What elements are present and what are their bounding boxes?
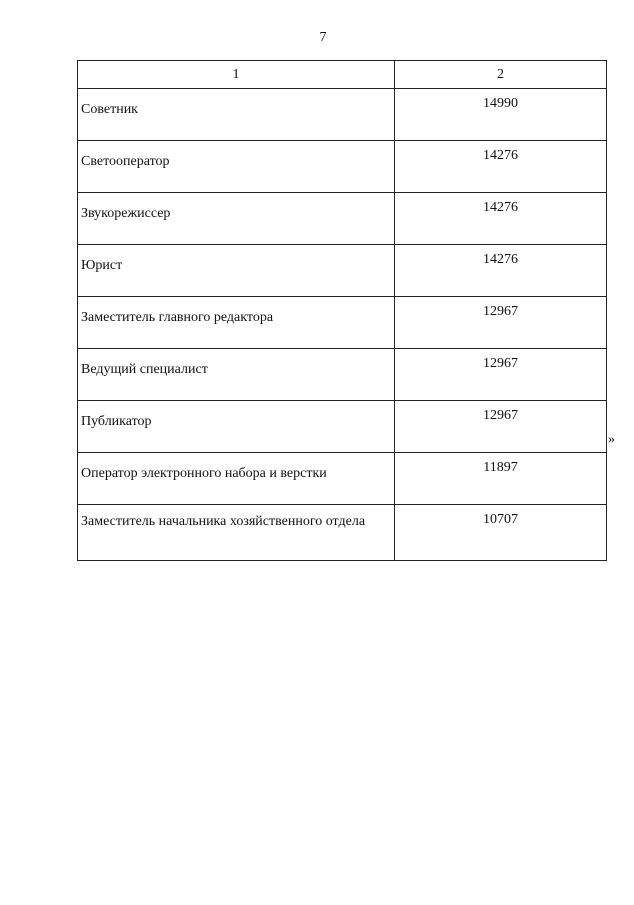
column-header-1: 1 [78, 61, 395, 89]
table-row [78, 401, 607, 453]
position-cell: Звукорежиссер [78, 193, 395, 245]
table-row [78, 89, 607, 141]
table-row [78, 141, 607, 193]
table-row [78, 453, 607, 505]
closing-quote-mark: » [608, 432, 615, 447]
position-cell: Юрист [78, 245, 395, 297]
position-cell: Ведущий специалист [78, 349, 395, 401]
amount-cell: 10707 [395, 505, 607, 561]
amount-cell: 14276 [395, 141, 607, 193]
table-header-row [78, 61, 607, 89]
table-row [78, 193, 607, 245]
position-cell: Оператор электронного набора и верстки [78, 453, 395, 505]
amount-cell: 14990 [395, 89, 607, 141]
amount-cell: 12967 [395, 349, 607, 401]
amount-cell: 14276 [395, 245, 607, 297]
table-row [78, 297, 607, 349]
position-cell: Заместитель главного редактора [78, 297, 395, 349]
column-header-2: 2 [395, 61, 607, 89]
position-cell: Заместитель начальника хозяйственного отдела [78, 505, 395, 561]
amount-cell: 12967 [395, 297, 607, 349]
position-cell: Публикатор [78, 401, 395, 453]
page-number: 7 [319, 30, 327, 45]
amount-cell: 14276 [395, 193, 607, 245]
position-cell: Светооператор [78, 141, 395, 193]
table-row [78, 245, 607, 297]
table-row [78, 505, 607, 561]
amount-cell: 11897 [395, 453, 607, 505]
table-row [78, 349, 607, 401]
position-cell: Советник [78, 89, 395, 141]
amount-cell: 12967 [395, 401, 607, 453]
salary-table [77, 60, 607, 561]
